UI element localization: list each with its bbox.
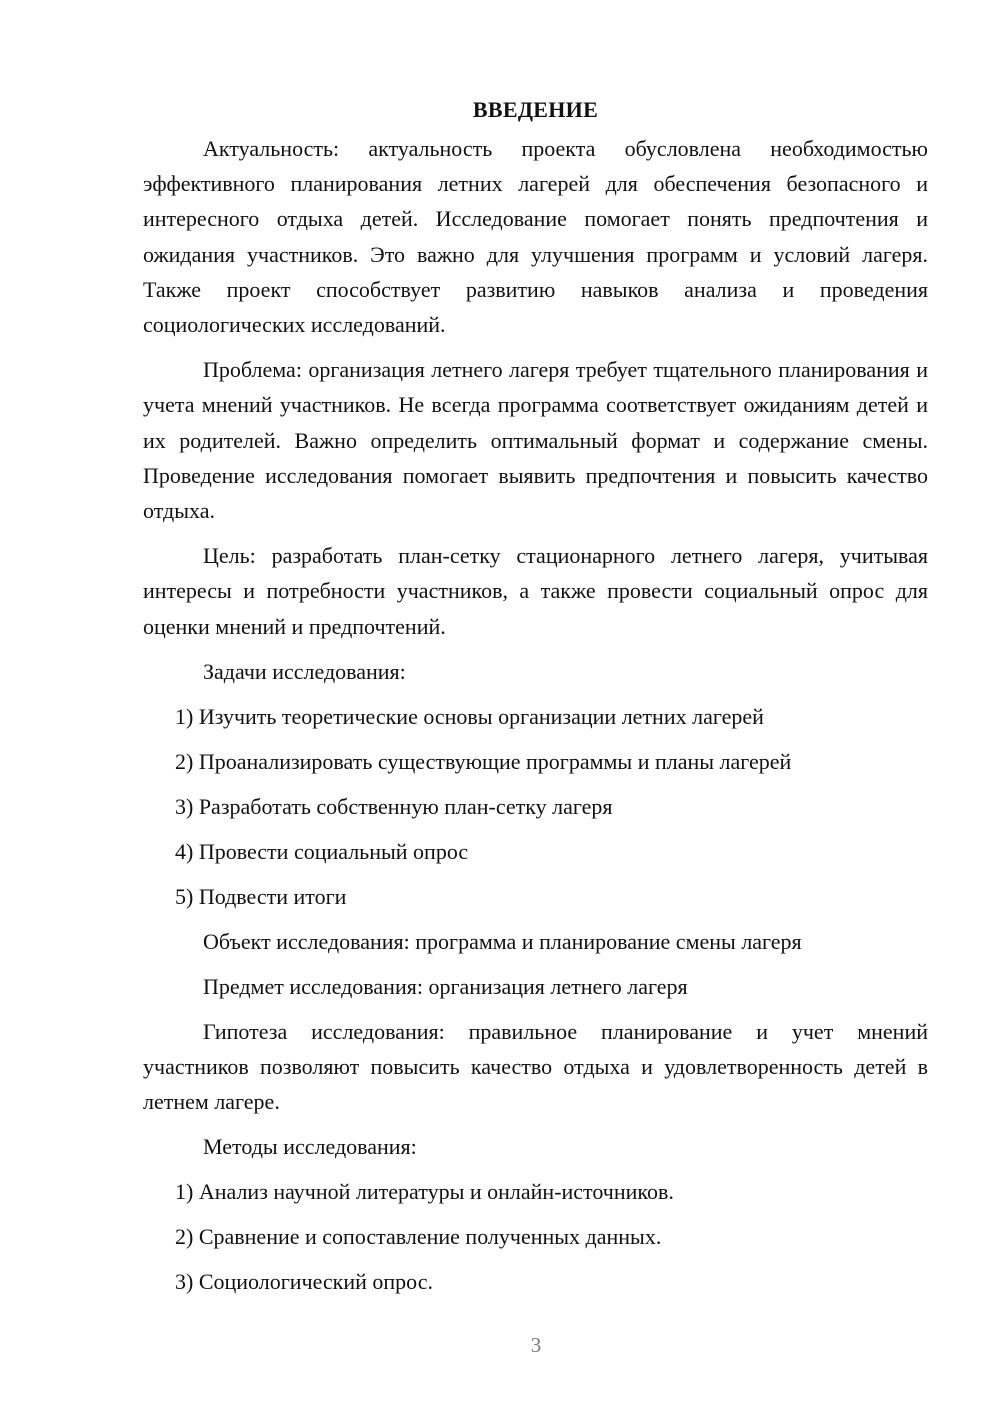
goal-paragraph: Цель: разработать план-сетку стационарного летнего лагеря, учитывая интересы и потребности участников, а также провести социальный опрос для оценки мнений и предпочтений. bbox=[143, 543, 928, 639]
list-item: 5) Подвести итоги bbox=[175, 883, 347, 909]
problem-paragraph: Проблема: организация летнего лагеря требует тщательного планирования и учета мнений участников. Не всегда программа соответствует ожиданиям детей и их родителей. Важно определить оптимальный формат и содержание смены. Проведение исследования помогает выявить предпочтения и повысить качество отдыха. bbox=[143, 357, 928, 524]
list-item: 1) Анализ научной литературы и онлайн-источников. bbox=[175, 1179, 674, 1205]
list-item: 3) Разработать собственную план-сетку лагеря bbox=[175, 793, 613, 819]
methods-list bbox=[143, 1174, 928, 1299]
tasks-list bbox=[143, 699, 928, 914]
relevance-paragraph: Актуальность: актуальность проекта обусловлена необходимостью эффективного планирования летних лагерей для обеспечения безопасного и интересного отдыха детей. Исследование помогает понять предпочтения и ожидания участников. Это важно для улучшения программ и условий лагеря. Также проект способствует развитию навыков анализа и проведения социологических исследований. bbox=[143, 136, 928, 338]
hypothesis-paragraph: Гипотеза исследования: правильное планирование и учет мнений участников позволяют повысить качество отдыха и удовлетворенность детей в летнем лагере. bbox=[143, 1018, 928, 1115]
research-object: Объект исследования: программа и планирование смены лагеря bbox=[203, 928, 802, 954]
list-item: 3) Социологический опрос. bbox=[175, 1269, 433, 1295]
page-title: ВВЕДЕНИЕ bbox=[472, 97, 599, 122]
document-page bbox=[143, 95, 928, 1309]
list-item: 4) Провести социальный опрос bbox=[175, 838, 469, 864]
tasks-heading: Задачи исследования: bbox=[203, 658, 406, 684]
page-number: 3 bbox=[530, 1333, 542, 1357]
list-item: 2) Проанализировать существующие программы и планы лагерей bbox=[175, 748, 792, 774]
list-item: 2) Сравнение и сопоставление полученных данных. bbox=[175, 1224, 662, 1250]
research-subject: Предмет исследования: организация летнего лагеря bbox=[203, 973, 688, 999]
list-item: 1) Изучить теоретические основы организации летних лагерей bbox=[175, 703, 764, 729]
methods-heading: Методы исследования: bbox=[203, 1134, 417, 1160]
